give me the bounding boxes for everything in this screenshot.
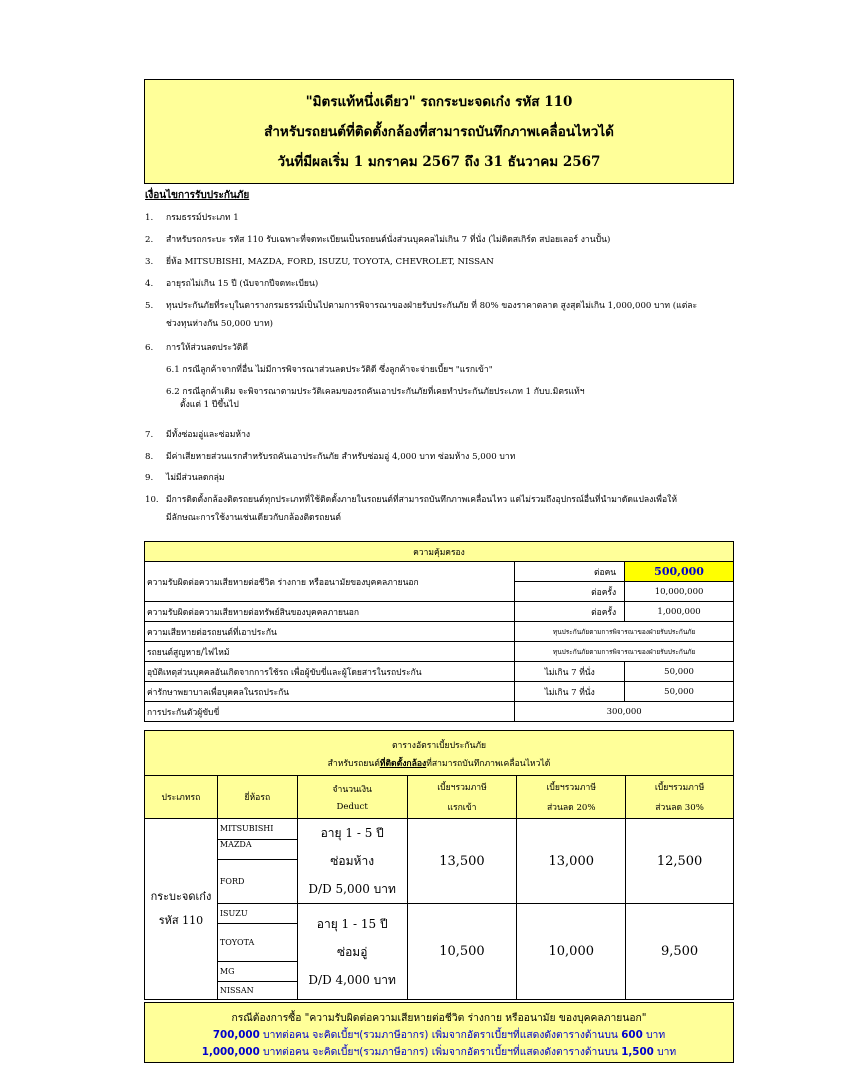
group1-premium-d20: 13,000 [517, 819, 626, 904]
coverage-per-time-label-2: ต่อครั้ง [515, 602, 625, 622]
footer-line2-unit: บาท [642, 1029, 666, 1041]
brand-cell: MG [217, 962, 297, 982]
group1-age: อายุ 1 - 5 ปี [320, 826, 384, 840]
coverage-medical-value: 50,000 [625, 682, 734, 702]
condition-text: ตั้งแต่ 1 ปีขึ้นไป [180, 400, 239, 410]
coverage-per-time-value: 10,000,000 [625, 582, 734, 602]
vehicle-type-cell [145, 819, 218, 1000]
condition-number: 3. [145, 257, 154, 267]
group2-deduct-cell [297, 904, 407, 1000]
group2-premium-new: 10,500 [407, 904, 517, 1000]
condition-text: สำหรับรถกระบะ รหัส 110 รับเฉพาะที่จดทะเบียนเป็นรถยนต์นั่งส่วนบุคคลไม่เกิน 7 ที่นั่ง (ไม่ติดสเกิร์ต สปอยเลอร์ งานปั้น) [166, 235, 611, 245]
rate-table-title: ตารางอัตราเบี้ยประกันภัย [391, 741, 487, 751]
group1-dd: D/D 5,000 บาท [308, 882, 396, 896]
condition-text: มีทั้งซ่อมอู่และซ่อมห้าง [166, 430, 251, 440]
group2-age: อายุ 1 - 15 ปี [316, 916, 388, 931]
coverage-per-time-label: ต่อครั้ง [515, 582, 625, 602]
condition-number: 9. [145, 473, 154, 483]
footer-note-box [144, 1002, 734, 1063]
coverage-pa-seats: ไม่เกิน 7 ที่นั่ง [515, 662, 625, 682]
condition-number: 2. [145, 235, 154, 245]
col-type-header: ประเภทรถ [145, 776, 218, 819]
coverage-per-person-label: ต่อคน [515, 562, 625, 582]
condition-item [145, 234, 611, 247]
coverage-table [144, 541, 734, 722]
coverage-pa-label: อุบัติเหตุส่วนบุคคลอันเกิดจากการใช้รถ เพื่อผู้ขับขี่และผู้โดยสารในรถประกัน [145, 662, 515, 682]
group1-premium-new: 13,500 [407, 819, 517, 904]
col-d20-header-line2: ส่วนลด 20% [546, 803, 596, 813]
conditions-title: เงื่อนไขการรับประกันภัย [145, 190, 250, 201]
rate-table-subtitle [145, 756, 733, 770]
brand-cell: NISSAN [217, 982, 297, 1000]
coverage-tp-property-label: ความรับผิดต่อความเสียหายต่อทรัพย์สินของบุคคลภายนอก [145, 602, 515, 622]
condition-item [145, 451, 516, 464]
condition-number: 5. [145, 301, 154, 311]
coverage-tp-life-label: ความรับผิดต่อความเสียหายต่อชีวิต ร่างกาย หรืออนามัยของบุคคลภายนอก [145, 562, 515, 602]
coverage-title: ความคุ้มครอง [145, 542, 734, 562]
condition-text: มีการติดตั้งกล้องติดรถยนต์ทุกประเภทที่ใช้ติดตั้งภายในรถยนต์ที่สามารถบันทึกภาพเคลื่อนไหว แต่ไม่รวมถึงอุปกรณ์อื่นที่นำมาดัดแปลงเพื่อให้ [166, 495, 677, 505]
coverage-medical-label: ค่ารักษาพยาบาลเพื่อบุคคลในรถประกัน [145, 682, 515, 702]
rate-table-heading [144, 730, 734, 776]
col-brand-header: ยี่ห้อรถ [217, 776, 297, 819]
col-deduct-header [297, 776, 407, 819]
col-new-header [407, 776, 517, 819]
header-subtitle: สำหรับรถยนต์ที่ติดตั้งกล้องที่สามารถบันทึกภาพเคลื่อนไหวได้ [264, 124, 614, 140]
brand-cell: FORD [217, 860, 297, 904]
condition-item [166, 386, 585, 412]
condition-number: 8. [145, 452, 154, 462]
col-new-header-line1: เบี้ยฯรวมภาษี [437, 783, 487, 793]
group1-deduct-cell [297, 819, 407, 904]
condition-item [166, 364, 493, 377]
group1-premium-d30: 12,500 [626, 819, 734, 904]
footer-line2-amount: 700,000 [212, 1029, 260, 1041]
group2-premium-d30: 9,500 [626, 904, 734, 1000]
condition-number: 7. [145, 430, 154, 440]
group2-repair: ซ่อมอู่ [336, 944, 368, 959]
coverage-theft-fire-value: ทุนประกันภัยตามการพิจารณาของฝ่ายรับประกันภัย [515, 642, 734, 662]
group2-premium-d20: 10,000 [517, 904, 626, 1000]
condition-number: 1. [145, 213, 154, 223]
condition-text: 6.2 กรณีลูกค้าเดิม จะพิจารณาตามประวัติเคลมของรถคันเอาประกันภัยที่เคยทำประกันภัยประเภท 1 กับบ.มิตรแท้ฯ [166, 387, 585, 397]
brand-cell: MAZDA [217, 839, 297, 860]
header-effective-date: วันที่มีผลเริ่ม 1 มกราคม 2567 ถึง 31 ธันวาคม 2567 [277, 154, 601, 170]
condition-item [145, 472, 225, 485]
footer-line1: กรณีต้องการซื้อ "ความรับผิดต่อความเสียหายต่อชีวิต ร่างกาย หรืออนามัย ของบุคคลภายนอก" [231, 1012, 647, 1024]
brand-cell: MITSUBISHI [217, 819, 297, 840]
coverage-tp-property-value: 1,000,000 [625, 602, 734, 622]
rate-subtitle-underline: ที่ติดตั้งกล้อง [379, 759, 427, 769]
coverage-theft-fire-label: รถยนต์สูญหาย/ไฟไหม้ [145, 642, 515, 662]
condition-item [145, 300, 698, 331]
coverage-per-person-value: 500,000 [625, 562, 734, 582]
col-deduct-header-line2: Deduct [336, 802, 368, 812]
rate-subtitle-pre: สำหรับรถยนต์ [327, 759, 380, 769]
condition-text: มีลักษณะการใช้งานเช่นเดียวกับกล้องติดรถยนต์ [166, 513, 341, 523]
footer-line3-amount: 1,000,000 [201, 1046, 260, 1058]
col-deduct-header-line1: จำนวนเงิน [332, 785, 372, 795]
col-d30-header-line2: ส่วนลด 30% [655, 803, 704, 813]
condition-text: 6.1 กรณีลูกค้าจากที่อื่น ไม่มีการพิจารณาส่วนลดประวัติดี ซึ่งลูกค้าจะจ่ายเบี้ยฯ "แรกเข้า" [166, 365, 493, 375]
condition-text: กรมธรรม์ประเภท 1 [166, 213, 239, 223]
condition-item [145, 212, 239, 225]
footer-line3-text: บาทต่อคน จะคิดเบี้ยฯ(รวมภาษีอากร) เพิ่มจากอัตราเบี้ยฯที่แสดงดังตารางด้านบน [259, 1046, 622, 1058]
footer-line2 [145, 1026, 733, 1043]
col-d20-header [517, 776, 626, 819]
vehicle-type-line1: กระบะจดเก๋ง [150, 890, 212, 903]
group2-dd: D/D 4,000 บาท [308, 972, 396, 987]
condition-number: 6. [145, 343, 154, 353]
condition-number: 10. [145, 495, 159, 505]
condition-text: ไม่มีส่วนลดกลุ่ม [166, 473, 225, 483]
footer-line3-unit: บาท [653, 1046, 677, 1058]
rate-table [144, 775, 734, 1000]
col-d30-header-line1: เบี้ยฯรวมภาษี [654, 783, 705, 793]
condition-number: 4. [145, 279, 154, 289]
footer-line2-add: 600 [621, 1029, 643, 1041]
footer-line2-text: บาทต่อคน จะคิดเบี้ยฯ(รวมภาษีอากร) เพิ่มจากอัตราเบี้ยฯที่แสดงดังตารางด้านบน [259, 1029, 622, 1041]
header-box [144, 79, 734, 184]
condition-text: อายุรถไม่เกิน 15 ปี (นับจากปีจดทะเบียน) [166, 279, 319, 289]
coverage-medical-seats: ไม่เกิน 7 ที่นั่ง [515, 682, 625, 702]
condition-text: ยี่ห้อ MITSUBISHI, MAZDA, FORD, ISUZU, TOYOTA, CHEVROLET, NISSAN [166, 257, 494, 267]
rate-subtitle-post: ที่สามารถบันทึกภาพเคลื่อนไหวได้ [426, 759, 551, 769]
vehicle-type-line2: รหัส 110 [158, 914, 204, 927]
condition-item [145, 342, 248, 355]
condition-item [145, 256, 494, 269]
col-new-header-line2: แรกเข้า [447, 803, 477, 813]
condition-item [145, 278, 319, 291]
brand-cell: TOYOTA [217, 924, 297, 962]
coverage-own-damage-value: ทุนประกันภัยตามการพิจารณาของฝ่ายรับประกันภัย [515, 622, 734, 642]
condition-item [145, 429, 251, 442]
footer-line3-add: 1,500 [621, 1046, 654, 1058]
group1-repair: ซ่อมห้าง [330, 854, 375, 868]
col-d20-header-line1: เบี้ยฯรวมภาษี [546, 783, 597, 793]
col-d30-header [626, 776, 734, 819]
condition-text: มีค่าเสียหายส่วนแรกสำหรับรถคันเอาประกันภัย สำหรับซ่อมอู่ 4,000 บาท ซ่อมห้าง 5,000 บาท [166, 452, 516, 462]
condition-text: ทุนประกันภัยที่ระบุในตารางกรมธรรม์เป็นไปตามการพิจารณาของฝ่ายรับประกันภัย ที่ 80% ของราคาตลาด สูงสุดไม่เกิน 1,000,000 บาท (แต่ละ [166, 301, 698, 311]
coverage-own-damage-label: ความเสียหายต่อรถยนต์ที่เอาประกัน [145, 622, 515, 642]
footer-line3 [145, 1043, 733, 1060]
coverage-bail-value: 300,000 [515, 702, 734, 722]
coverage-pa-value: 50,000 [625, 662, 734, 682]
condition-text: ช่วงทุนห่างกัน 50,000 บาท) [166, 319, 273, 329]
condition-text: การให้ส่วนลดประวัติดี [166, 343, 248, 353]
brand-cell: ISUZU [217, 904, 297, 924]
condition-item [145, 494, 677, 525]
header-title: "มิตรแท้หนึ่งเดียว" รถกระบะจดเก๋ง รหัส 110 [305, 94, 573, 110]
coverage-bail-label: การประกันตัวผู้ขับขี่ [145, 702, 515, 722]
